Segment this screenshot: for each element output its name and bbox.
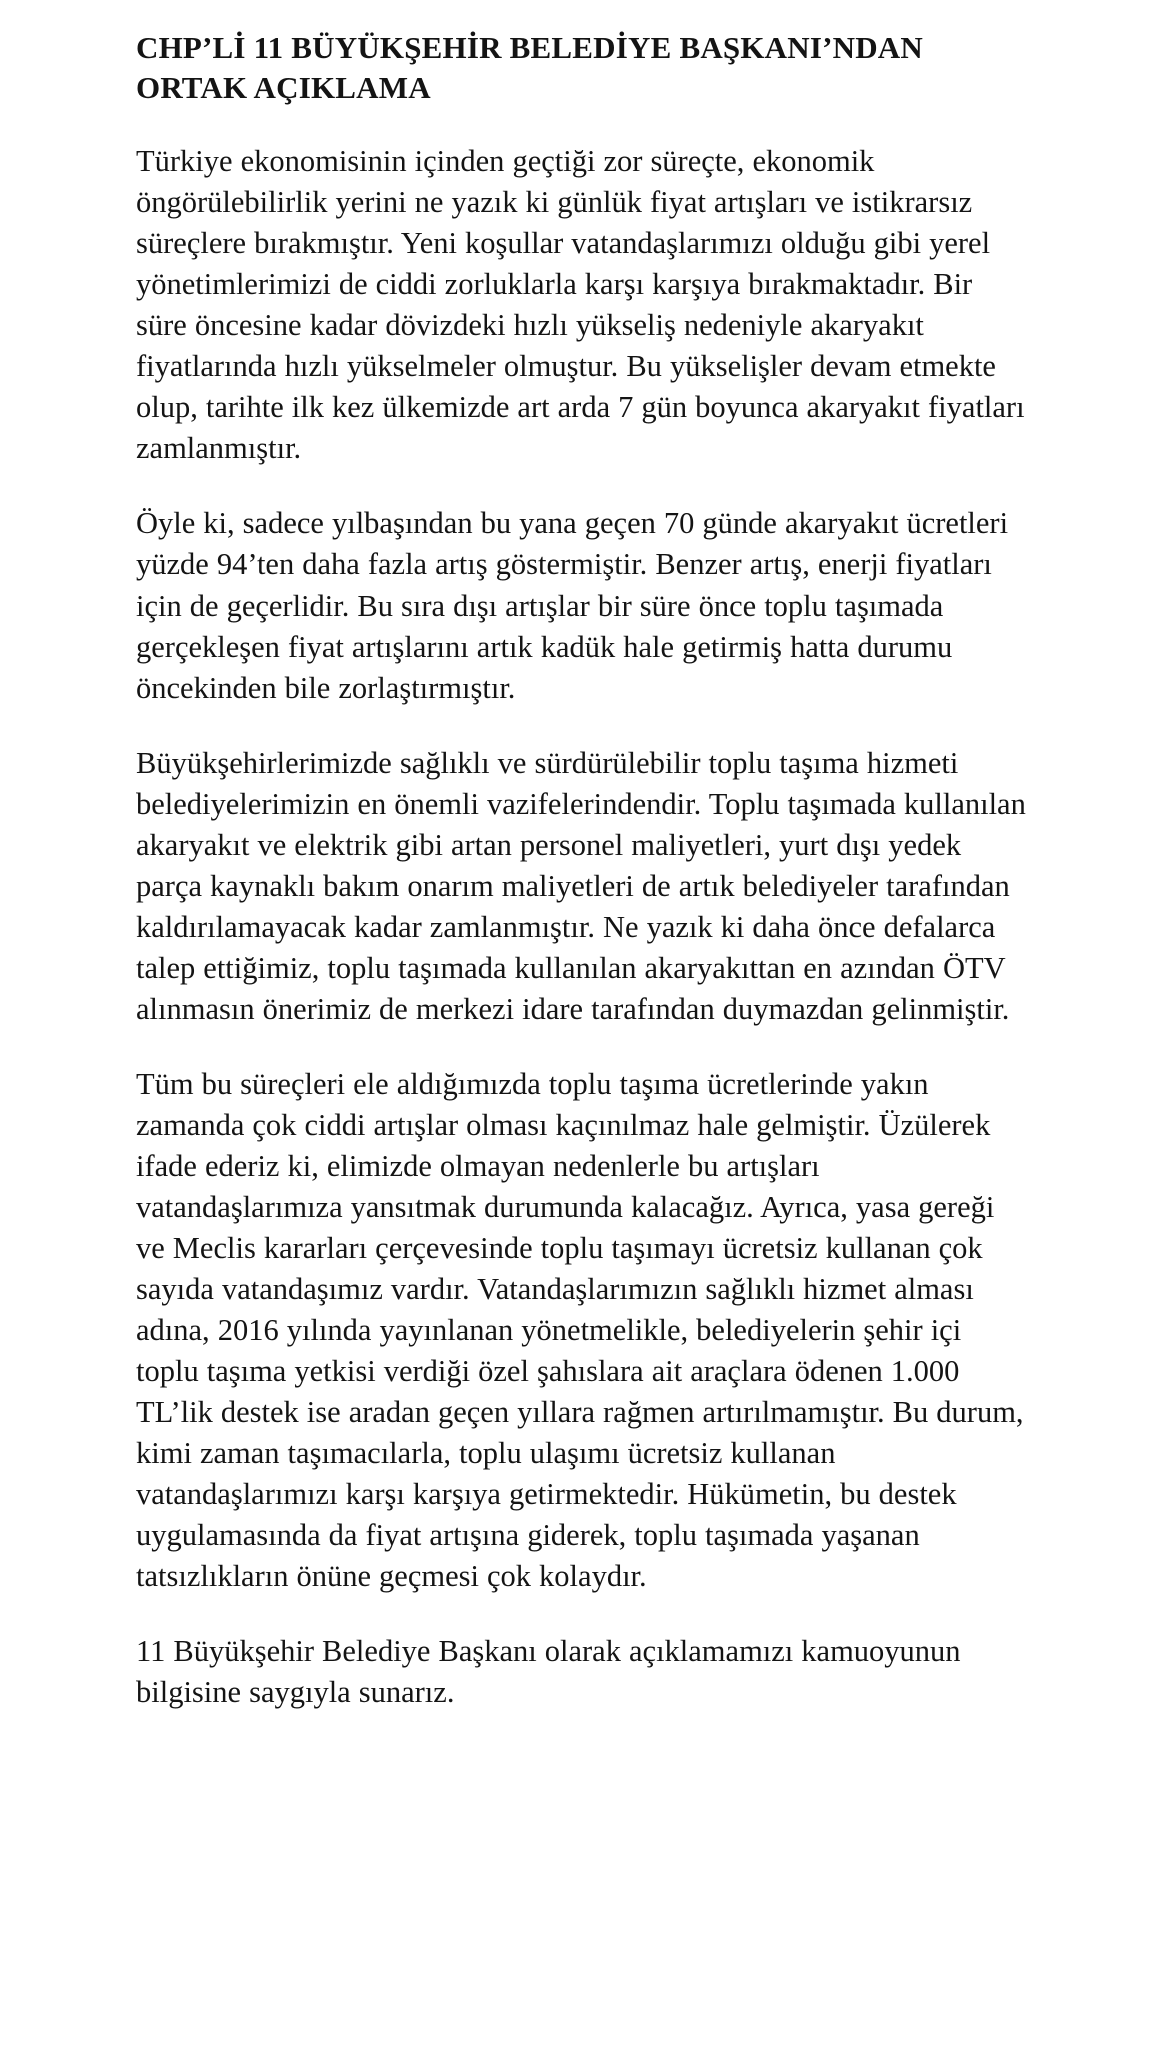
paragraph-4: Tüm bu süreçleri ele aldığımızda toplu taşıma ücretlerinde yakın zamanda çok ciddi artışlar olması kaçınılmaz hale gelmiştir. Üzülerek ifade ederiz ki, elimizde olmayan nedenlerle bu artışları vatandaşlarımıza yansıtmak durumunda kalacağız. Ayrıca, yasa gereği ve Meclis kararları çerçevesinde toplu taşımayı ücretsiz kullanan çok sayıda vatandaşımız vardır. Vatandaşlarımızın sağlıklı hizmet alması adına, 2016 yılında yayınlanan yönetmelikle, belediyelerin şehir içi toplu taşıma yetkisi verdiği özel şahıslara ait araçlara ödenen 1.000 TL’lik destek ise aradan geçen yıllara rağmen artırılmamıştır. Bu durum, kimi zaman taşımacılarla, toplu ulaşımı ücretsiz kullanan vatandaşlarımızı karşı karşıya getirmektedir. Hükümetin, bu destek uygulamasında da fiyat artışına giderek, toplu taşımada yaşanan tatsızlıkların önüne geçmesi çok kolaydır. [136,1066,1024,1593]
paragraph-1: Türkiye ekonomisinin içinden geçtiği zor süreçte, ekonomik öngörülebilirlik yerini ne yazık ki günlük fiyat artışları ve istikrarsız süreçlere bırakmıştır. Yeni koşullar vatandaşlarımızı olduğu gibi yerel yönetimlerimizi de ciddi zorluklarla karşı karşıya bırakmaktadır. Bir süre öncesine kadar dövizdeki hızlı yükseliş nedeniyle akaryakıt fiyatlarında hızlı yükselmeler olmuştur. Bu yükselişler devam etmekte olup, tarihte ilk kez ülkemizde art arda 7 gün boyunca akaryakıt fiyatları zamlanmıştır. [136,144,1025,466]
paragraph-5: 11 Büyükşehir Belediye Başkanı olarak açıklamamızı kamuoyunun bilgisine saygıyla sunarız. [136,1633,961,1709]
page-title: CHP’Lİ 11 BÜYÜKŞEHİR BELEDİYE BAŞKANI’NDAN ORTAK AÇIKLAMA [136,30,923,105]
paragraph-3: Büyükşehirlerimizde sağlıklı ve sürdürülebilir toplu taşıma hizmeti belediyelerimizin en önemli vazifelerindendir. Toplu taşımada kullanılan akaryakıt ve elektrik gibi artan personel maliyetleri, yurt dışı yedek parça kaynaklı bakım onarım maliyetleri de artık belediyeler tarafından kaldırılamayacak kadar zamlanmıştır. Ne yazık ki daha önce defalarca talep ettiğimiz, toplu taşımada kullanılan akaryakıttan en azından ÖTV alınmasın önerimiz de merkezi idare tarafından duymazdan gelinmiştir. [136,745,1026,1026]
paragraph-2: Öyle ki, sadece yılbaşından bu yana geçen 70 günde akaryakıt ücretleri yüzde 94’ten daha fazla artış göstermiştir. Benzer artış, enerji fiyatları için de geçerlidir. Bu sıra dışı artışlar bir süre önce toplu taşımada gerçekleşen fiyat artışlarını artık kadük hale getirmiş hatta durumu öncekinden bile zorlaştırmıştır. [136,506,1009,705]
